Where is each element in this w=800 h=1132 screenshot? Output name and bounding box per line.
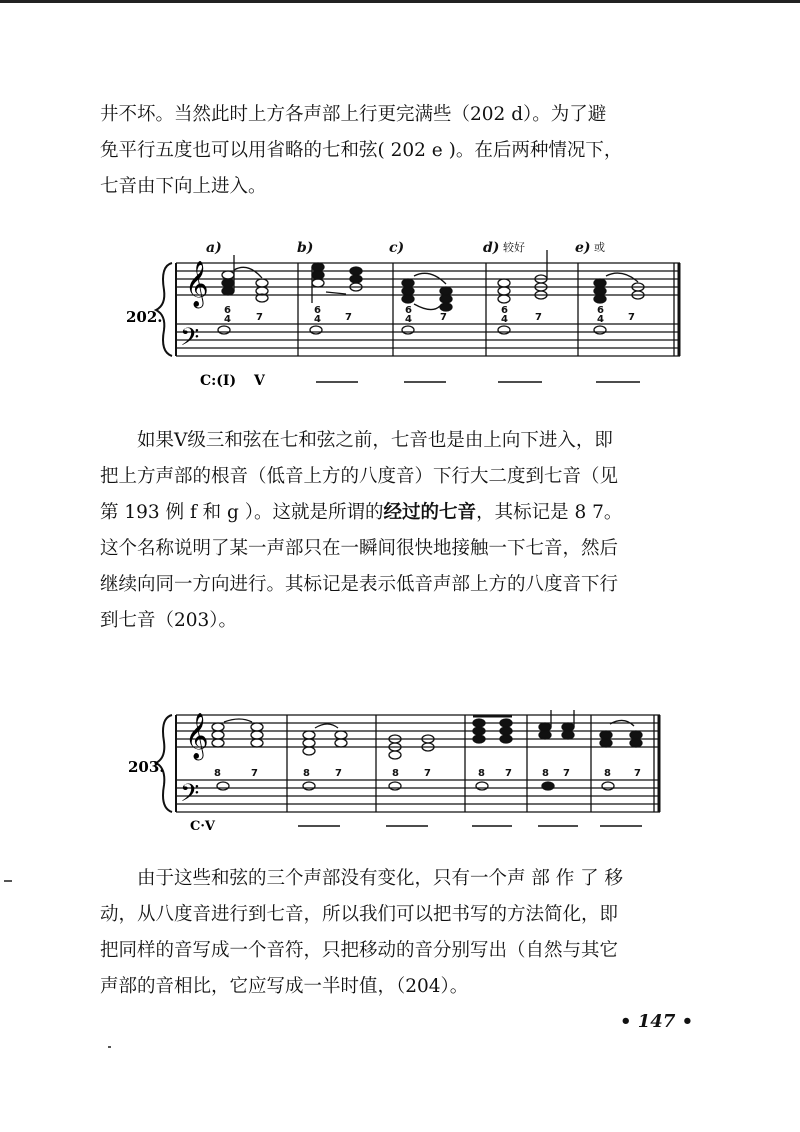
figure-text: 8 [303,768,310,779]
top-border [0,0,800,3]
figure-text: 7 [251,768,258,779]
figure-text: 7 [505,768,512,779]
figure-text: 8 [542,768,549,779]
section-label: e) [575,240,591,256]
figure-text: 7 [634,768,641,779]
text-line: 由于这些和弦的三个声部没有变化，只有一个声 部 作 了 移 [137,868,624,889]
text-line: 把同样的音写成一个音符，只把移动的音分别写出（自然与其它 [100,940,619,961]
figure-text: 7 [424,768,431,779]
figure-text: 4 [314,314,321,325]
text-line: 井不坏。当然此时上方各声部上行更完满些（202 d）。为了避 [100,104,607,125]
text-line: 这个名称说明了某一声部只在一瞬间很快地接触一下七音，然后 [100,538,619,559]
text-line: 免平行五度也可以用省略的七和弦( 202 e )。在后两种情况下， [100,140,623,161]
figure-text: 6 [405,305,412,316]
paragraph-2 [100,423,690,639]
text-line: 声部的音相比，它应写成一半时值，（204）。 [100,976,469,997]
figure-text: 7 [628,312,635,323]
page-number: • 147 • [620,1011,694,1032]
text-line [100,495,690,531]
key-label: C·V [190,819,215,834]
paragraph-1 [100,97,690,205]
notes-202 [218,250,644,334]
margin-mark [108,1046,111,1048]
section-label: b) [297,240,314,256]
figure-text: 7 [563,768,570,779]
figure-text: 7 [256,312,263,323]
key-term: 经过的七音 [383,502,477,523]
figure-text: 4 [501,314,508,325]
figure-text: 8 [478,768,485,779]
figure-text: 4 [224,314,231,325]
example-number: 203. [128,758,165,776]
figure-text: 6 [314,305,321,316]
text-line: 动，从八度音进行到七音，所以我们可以把书写的方法简化，即 [100,904,619,925]
section-label: c) [389,240,405,256]
figure-text: 7 [335,768,342,779]
text-line: 七音由下向上进入。 [100,176,267,197]
figure-text: 4 [597,314,604,325]
text-line: 把上方声部的根音（低音上方的八度音）下行大二度到七音（见 [100,466,619,487]
staff-202 [156,263,680,356]
text-run: 第 193 例 f 和 g ）。这就是所谓的 [100,502,384,523]
section-label: d) [483,240,500,256]
figure-text: 7 [440,312,447,323]
treble-clef-icon: 𝄞 [185,261,209,307]
margin-mark [4,880,12,882]
figure-text: 7 [535,312,542,323]
figure-text: 8 [392,768,399,779]
bass-clef-icon: 𝄢 [180,779,200,814]
treble-clef-icon: 𝄞 [185,713,209,759]
figure-text: 6 [224,305,231,316]
figure-text: 6 [597,305,604,316]
figure-text: 7 [345,312,352,323]
figure-text: 8 [604,768,611,779]
text-line: 到七音（203）。 [100,610,238,631]
staff-203 [156,715,660,812]
text-run: ，其标记是 8 7。 [476,502,623,523]
text-line: 继续向同一方向进行。其标记是表示低音声部上方的八度音下行 [100,574,619,595]
figure-text: 6 [501,305,508,316]
figure-text: 4 [405,314,412,325]
key-label: C:(I) [200,373,237,389]
annotation: 或 [594,241,605,254]
roman-numeral: V [254,373,265,389]
example-number: 202. [126,308,163,326]
bass-clef-icon: 𝄢 [180,323,200,358]
section-label: a) [206,240,222,256]
annotation: 较好 [503,241,525,254]
notes-203 [212,710,642,790]
paragraph-3 [100,861,690,1005]
figure-text: 8 [214,768,221,779]
text-line: 如果Ⅴ级三和弦在七和弦之前，七音也是由上向下进入，即 [137,430,613,451]
